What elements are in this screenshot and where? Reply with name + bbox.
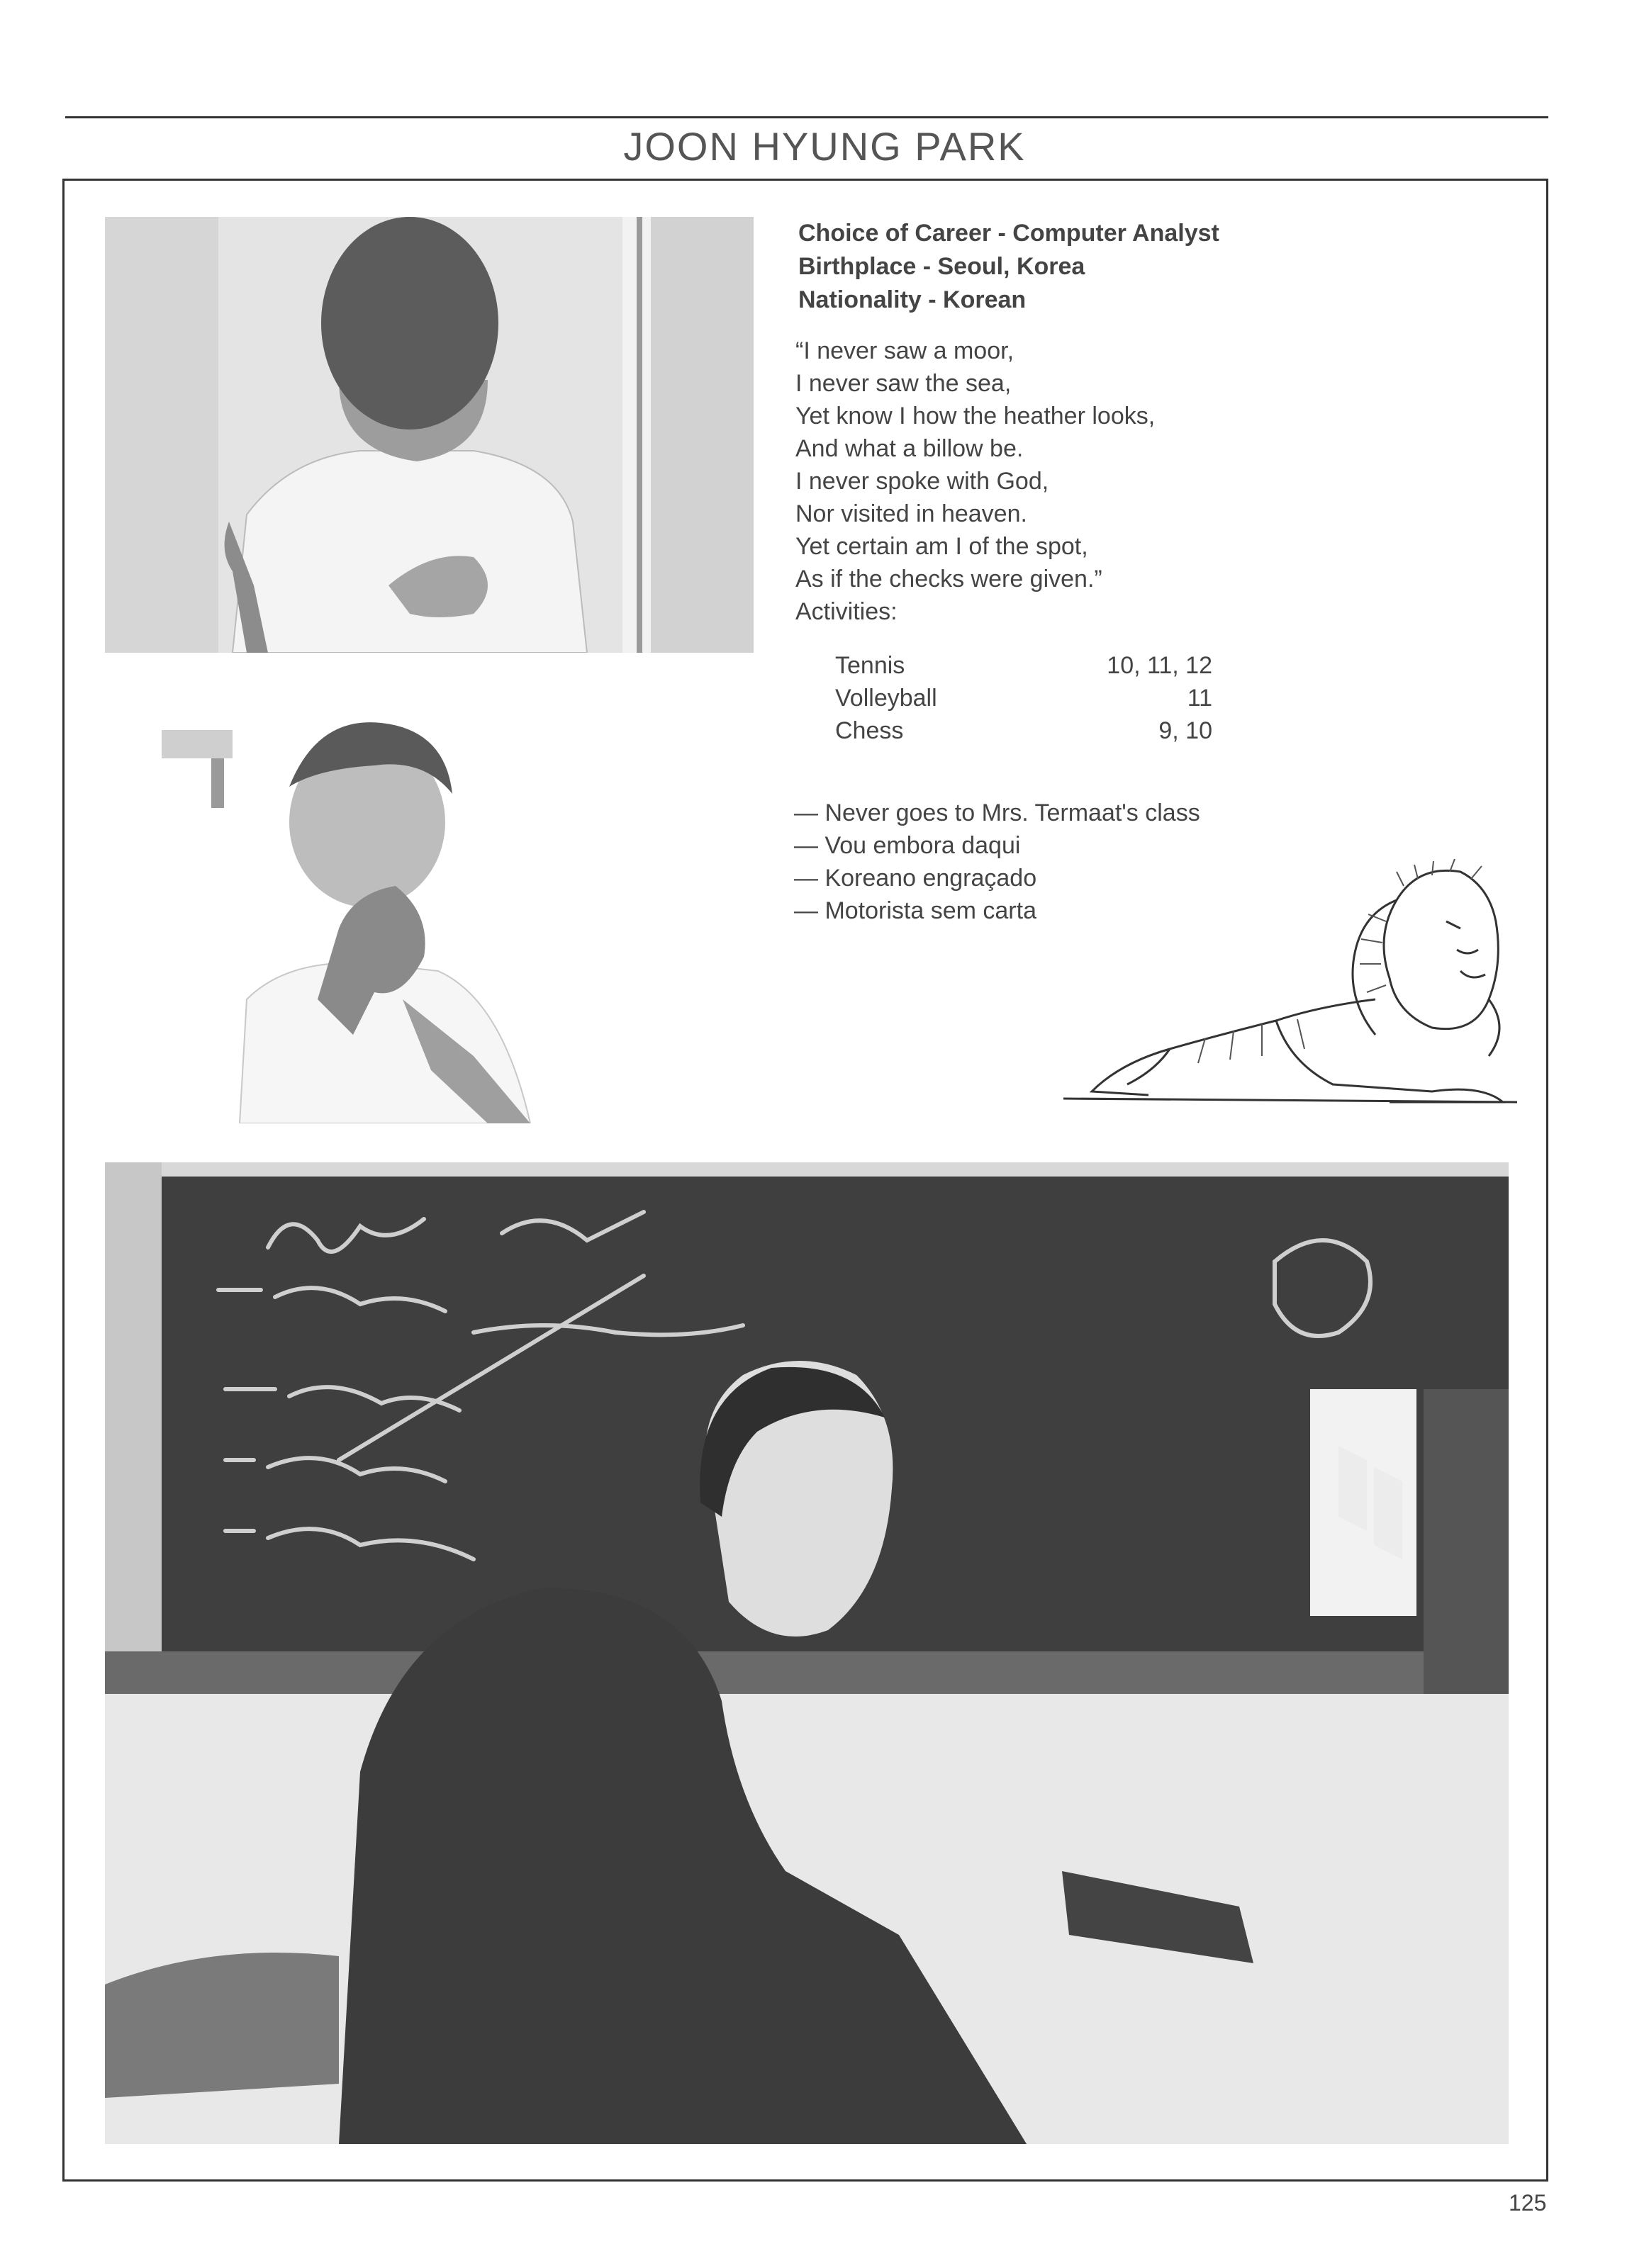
poem-line: And what a billow be. — [795, 435, 1024, 462]
classroom-photo — [105, 1162, 1509, 2144]
activity-name: Chess — [835, 717, 904, 744]
top-rule — [65, 116, 1548, 118]
poem-line: Yet certain am I of the spot, — [795, 533, 1088, 560]
page-number: 125 — [1509, 2190, 1547, 2216]
poem-line: I never spoke with God, — [795, 468, 1049, 495]
profile-info — [798, 217, 1219, 317]
activities-label: Activities: — [795, 598, 898, 625]
career-line: Choice of Career - Computer Analyst — [798, 220, 1219, 247]
note-item: — Koreano engraçado — [794, 865, 1037, 892]
lion-illustration — [1063, 858, 1517, 1120]
nationality-line: Nationality - Korean — [798, 286, 1027, 313]
portrait-photo-2 — [105, 702, 587, 1123]
birthplace-line: Birthplace - Seoul, Korea — [798, 253, 1085, 280]
note-item: — Never goes to Mrs. Termaat's class — [794, 799, 1200, 826]
activities-list — [835, 649, 1212, 747]
activity-years: 11 — [1187, 685, 1212, 712]
activity-row — [835, 714, 1212, 747]
activity-years: 10, 11, 12 — [1107, 652, 1212, 679]
poem — [795, 335, 1155, 628]
activity-row — [835, 682, 1212, 714]
poem-line: Yet know I how the heather looks, — [795, 403, 1156, 430]
poem-line: I never saw the sea, — [795, 370, 1012, 397]
activity-row — [835, 649, 1212, 682]
portrait-photo-1 — [105, 217, 754, 653]
poem-line: As if the checks were given.” — [795, 566, 1102, 593]
page-title: JOON HYUNG PARK — [623, 124, 1026, 169]
activity-years: 9, 10 — [1158, 717, 1212, 744]
note-item: — Motorista sem carta — [794, 897, 1036, 924]
note-item: — Vou embora daqui — [794, 832, 1021, 859]
activity-name: Tennis — [835, 652, 905, 679]
poem-line: Nor visited in heaven. — [795, 500, 1027, 527]
poem-line: “I never saw a moor, — [795, 337, 1014, 364]
activity-name: Volleyball — [835, 685, 937, 712]
